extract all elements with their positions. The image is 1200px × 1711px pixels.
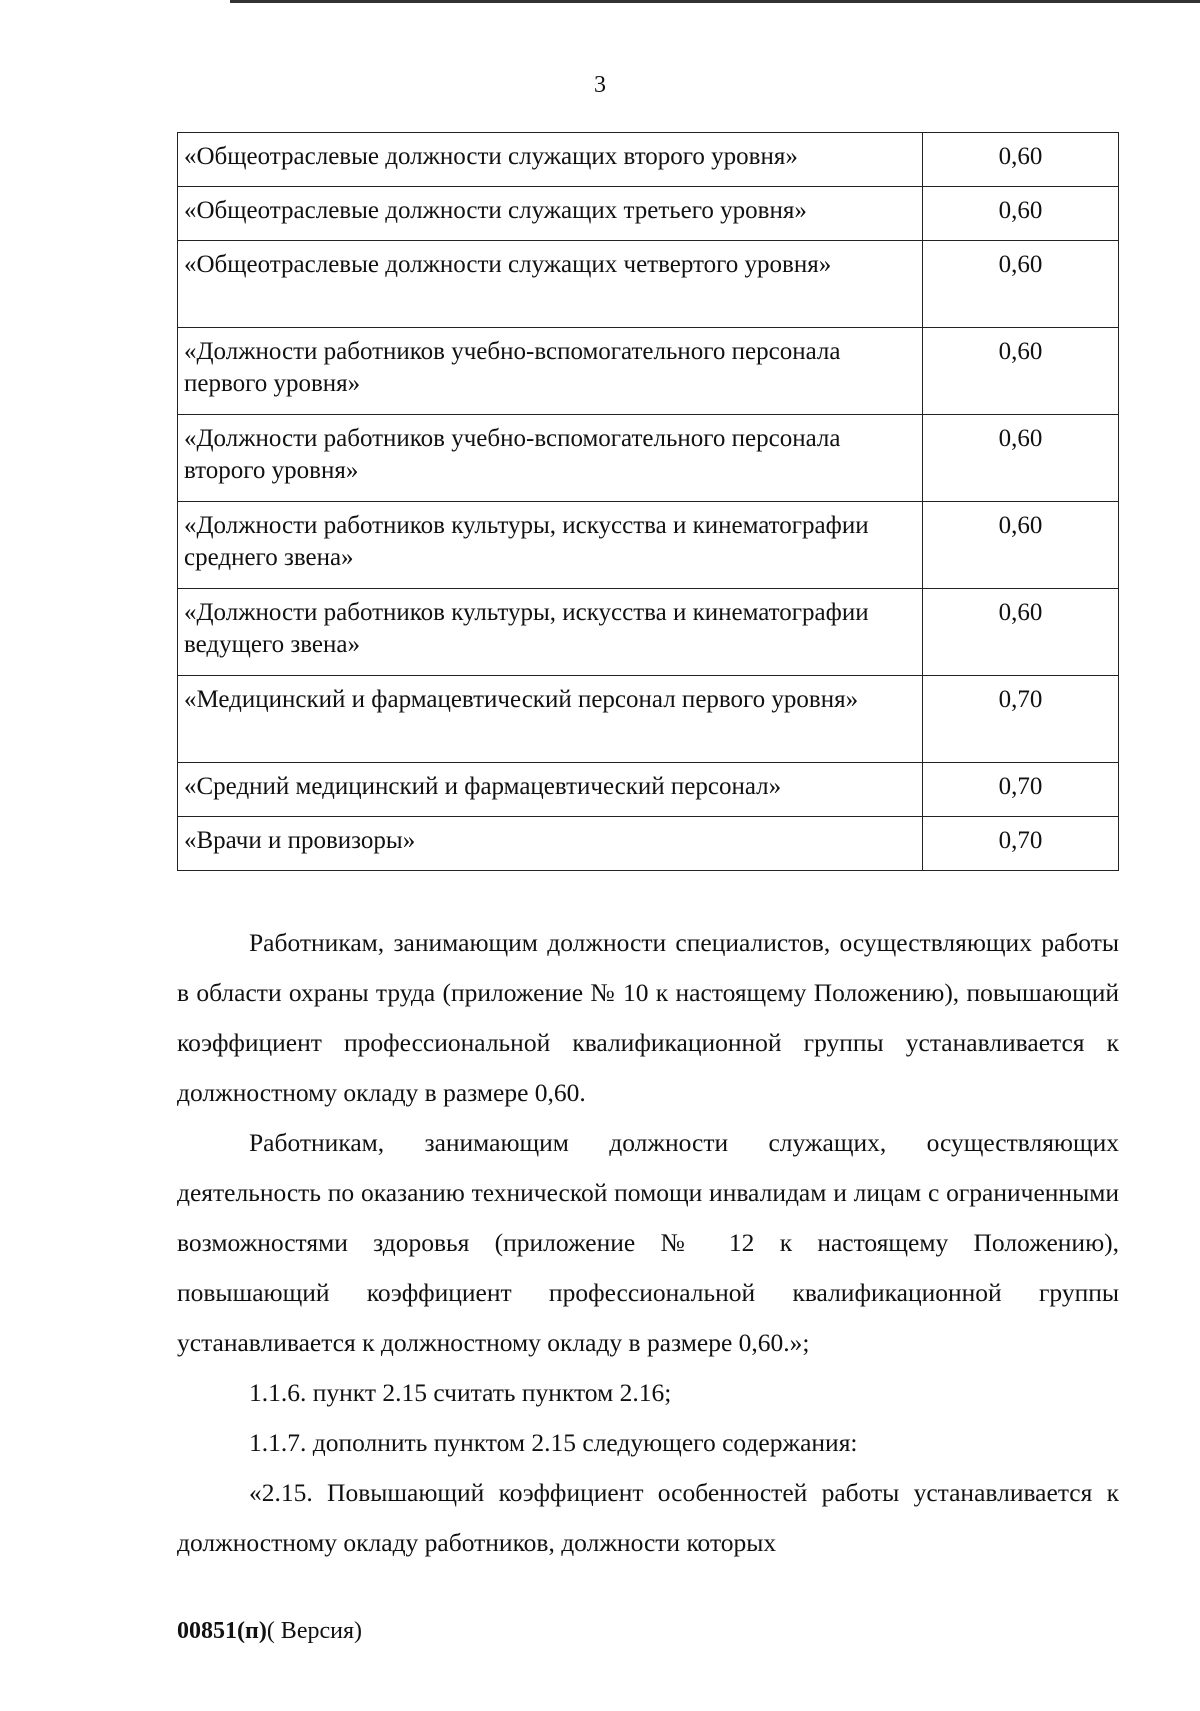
coefficient-cell: 0,60	[923, 502, 1119, 589]
group-name-cell: «Должности работников учебно-вспомогательного персонала второго уровня»	[178, 415, 923, 502]
coefficient-cell: 0,60	[923, 133, 1119, 187]
table-row	[178, 415, 1119, 502]
coefficient-cell: 0,60	[923, 241, 1119, 328]
table-row	[178, 763, 1119, 817]
paragraph-item-1-1-6: 1.1.6. пункт 2.15 считать пунктом 2.16;	[249, 1378, 672, 1407]
coefficients-table	[177, 132, 1119, 871]
table-row	[178, 502, 1119, 589]
group-name-cell: «Должности работников учебно-вспомогательного персонала первого уровня»	[178, 328, 923, 415]
coefficient-cell: 0,60	[923, 328, 1119, 415]
coefficient-cell: 0,70	[923, 817, 1119, 871]
coefficient-cell: 0,70	[923, 676, 1119, 763]
group-name-cell: «Общеотраслевые должности служащих четвертого уровня»	[178, 241, 923, 328]
paragraph-item-2-15: «2.15. Повышающий коэффициент особенностей работы устанавливается к должностному окладу работников, должности которых	[177, 1478, 1119, 1557]
table-row	[178, 328, 1119, 415]
body-text	[177, 918, 1119, 1568]
paragraph-disability-assistance: Работникам, занимающим должности служащих, осуществляющих деятельность по оказанию технической помощи инвалидам и лицам с ограниченными возможностями здоровья (приложение № 12 к настоящему Положению), повышающий коэффициент профессиональной квалификационной группы устанавливается к должностному окладу в размере 0,60.»;	[177, 1128, 1119, 1357]
document-footer	[177, 1618, 362, 1645]
group-name-cell: «Врачи и провизоры»	[178, 817, 923, 871]
group-name-cell: «Общеотраслевые должности служащих третьего уровня»	[178, 187, 923, 241]
coefficient-cell: 0,60	[923, 415, 1119, 502]
coefficient-cell: 0,60	[923, 589, 1119, 676]
coefficient-cell: 0,70	[923, 763, 1119, 817]
table-row	[178, 133, 1119, 187]
coefficient-cell: 0,60	[923, 187, 1119, 241]
document-version: ( Версия)	[266, 1618, 362, 1644]
table-row	[178, 817, 1119, 871]
group-name-cell: «Должности работников культуры, искусства и кинематографии среднего звена»	[178, 502, 923, 589]
paragraph-labor-safety: Работникам, занимающим должности специалистов, осуществляющих работы в области охраны труда (приложение № 10 к настоящему Положению), повышающий коэффициент профессиональной квалификационной группы устанавливается к должностному окладу в размере 0,60.	[177, 928, 1119, 1107]
table-row	[178, 676, 1119, 763]
paragraph-item-1-1-7: 1.1.7. дополнить пунктом 2.15 следующего содержания:	[249, 1428, 858, 1457]
top-scan-line	[230, 0, 1200, 3]
table-row	[178, 187, 1119, 241]
document-code: 00851(п)	[177, 1618, 267, 1644]
group-name-cell: «Должности работников культуры, искусства и кинематографии ведущего звена»	[178, 589, 923, 676]
group-name-cell: «Медицинский и фармацевтический персонал первого уровня»	[178, 676, 923, 763]
group-name-cell: «Общеотраслевые должности служащих второго уровня»	[178, 133, 923, 187]
group-name-cell: «Средний медицинский и фармацевтический персонал»	[178, 763, 923, 817]
table-row	[178, 241, 1119, 328]
table-row	[178, 589, 1119, 676]
page-number: 3	[594, 72, 606, 98]
